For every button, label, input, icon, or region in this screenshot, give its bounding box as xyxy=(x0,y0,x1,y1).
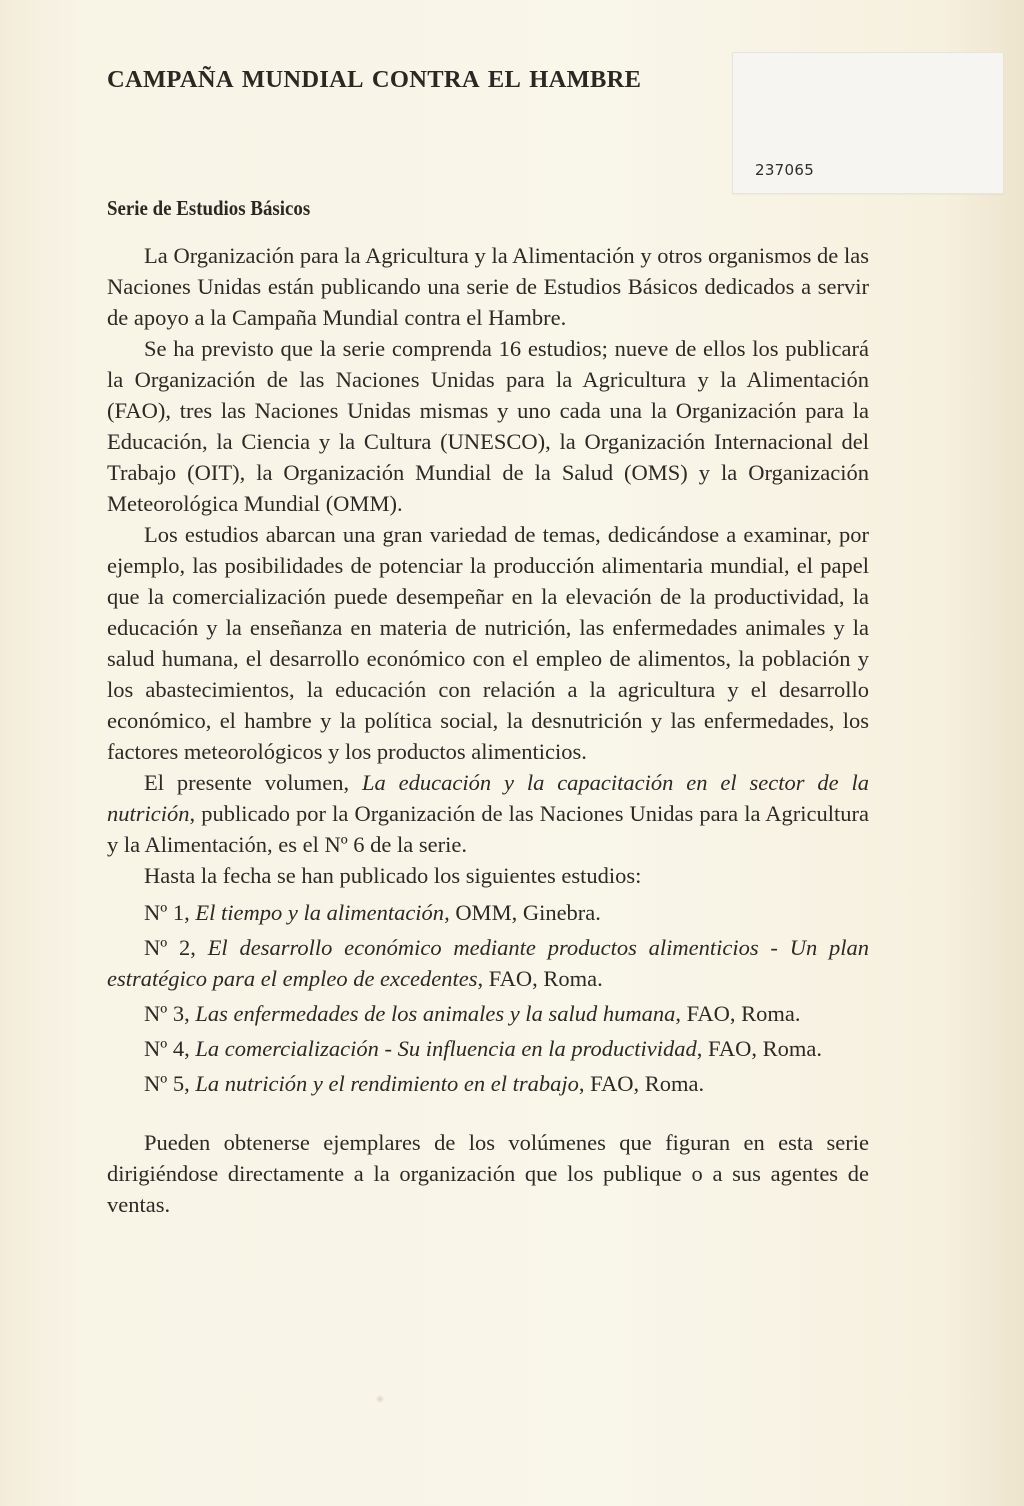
study-item-4 xyxy=(107,1033,869,1064)
study-title: El desarrollo económico mediante productos alimenticios - Un plan estratégico para el empleo de excedentes xyxy=(107,935,869,991)
body-text xyxy=(107,240,869,1220)
campaign-title: CAMPAÑA MUNDIAL CONTRA EL HAMBRE xyxy=(107,66,642,93)
study-number: Nº 3, xyxy=(144,1001,196,1026)
study-title: La comercialización - Su influencia en la productividad xyxy=(195,1036,697,1061)
current-volume-title: La educación y la capacitación en el sector de la nutrición xyxy=(107,770,870,826)
study-title: El tiempo y la alimentación xyxy=(195,900,445,925)
study-number: Nº 4, xyxy=(144,1036,196,1061)
study-item-5 xyxy=(107,1068,869,1099)
study-item-3 xyxy=(107,998,869,1029)
study-item-1 xyxy=(107,897,869,928)
catalog-label xyxy=(732,52,1004,194)
intro-paragraph: La Organización para la Agricultura y la Alimentación y otros organismos de las Naciones Unidas están publicando una serie de Estudios Básicos dedicados a servir de apoyo a la Campaña Mundial contra el Hambre. xyxy=(107,243,869,330)
study-publisher: , OMM, Ginebra. xyxy=(444,900,601,925)
current-volume-intro: El presente volumen, xyxy=(144,770,362,795)
current-volume-details: , publicado por la Organización de las Naciones Unidas para la Agricultura y la Alimentación, es el Nº 6 de la serie. xyxy=(107,801,869,857)
series-composition-paragraph: Se ha previsto que la serie comprenda 16 estudios; nueve de ellos los publicará la Organización de las Naciones Unidas para la Agricultura y la Alimentación (FAO), tres las Naciones Unidas mismas y uno cada una la Organización para la Educación, la Ciencia y la Cultura (UNESCO), la Organización Internacional del Trabajo (OIT), la Organización Mundial de la Salud (OMS) y la Organización Meteorológica Mundial (OMM). xyxy=(107,336,869,516)
availability-paragraph: Pueden obtenerse ejemplares de los volúmenes que figuran en esta serie dirigiéndose directamente a la organización que los publique o a sus agentes de ventas. xyxy=(107,1130,869,1217)
study-title: Las enfermedades de los animales y la salud humana xyxy=(195,1001,676,1026)
topics-paragraph: Los estudios abarcan una gran variedad de temas, dedicándose a examinar, por ejemplo, las posibilidades de potenciar la producción alimentaria mundial, el papel que la comercialización puede desempeñar en la elevación de la productividad, la educación y la enseñanza en materia de nutrición, las enfermedades animales y la salud humana, el desarrollo económico con el empleo de alimentos, la población y los abastecimientos, la educación con relación a la agricultura y el desarrollo económico, el hambre y la política social, la desnutrición y las enfermedades, los factores meteorológicos y los productos alimenticios. xyxy=(107,522,869,764)
published-list-intro: Hasta la fecha se han publicado los siguientes estudios: xyxy=(144,863,642,888)
study-number: Nº 2, xyxy=(144,935,208,960)
study-publisher: , FAO, Roma. xyxy=(696,1036,822,1061)
study-publisher: , FAO, Roma. xyxy=(675,1001,801,1026)
study-publisher: , FAO, Roma. xyxy=(477,966,603,991)
series-heading: Serie de Estudios Básicos xyxy=(107,196,311,220)
study-number: Nº 5, xyxy=(144,1071,196,1096)
study-item-2 xyxy=(107,932,869,994)
paper-blemish xyxy=(376,1394,384,1404)
study-publisher: , FAO, Roma. xyxy=(578,1071,705,1096)
study-number: Nº 1, xyxy=(144,900,196,925)
study-title: La nutrición y el rendimiento en el trabajo xyxy=(195,1071,579,1096)
current-volume-paragraph xyxy=(107,767,869,860)
catalog-number: 237065 xyxy=(755,161,815,179)
